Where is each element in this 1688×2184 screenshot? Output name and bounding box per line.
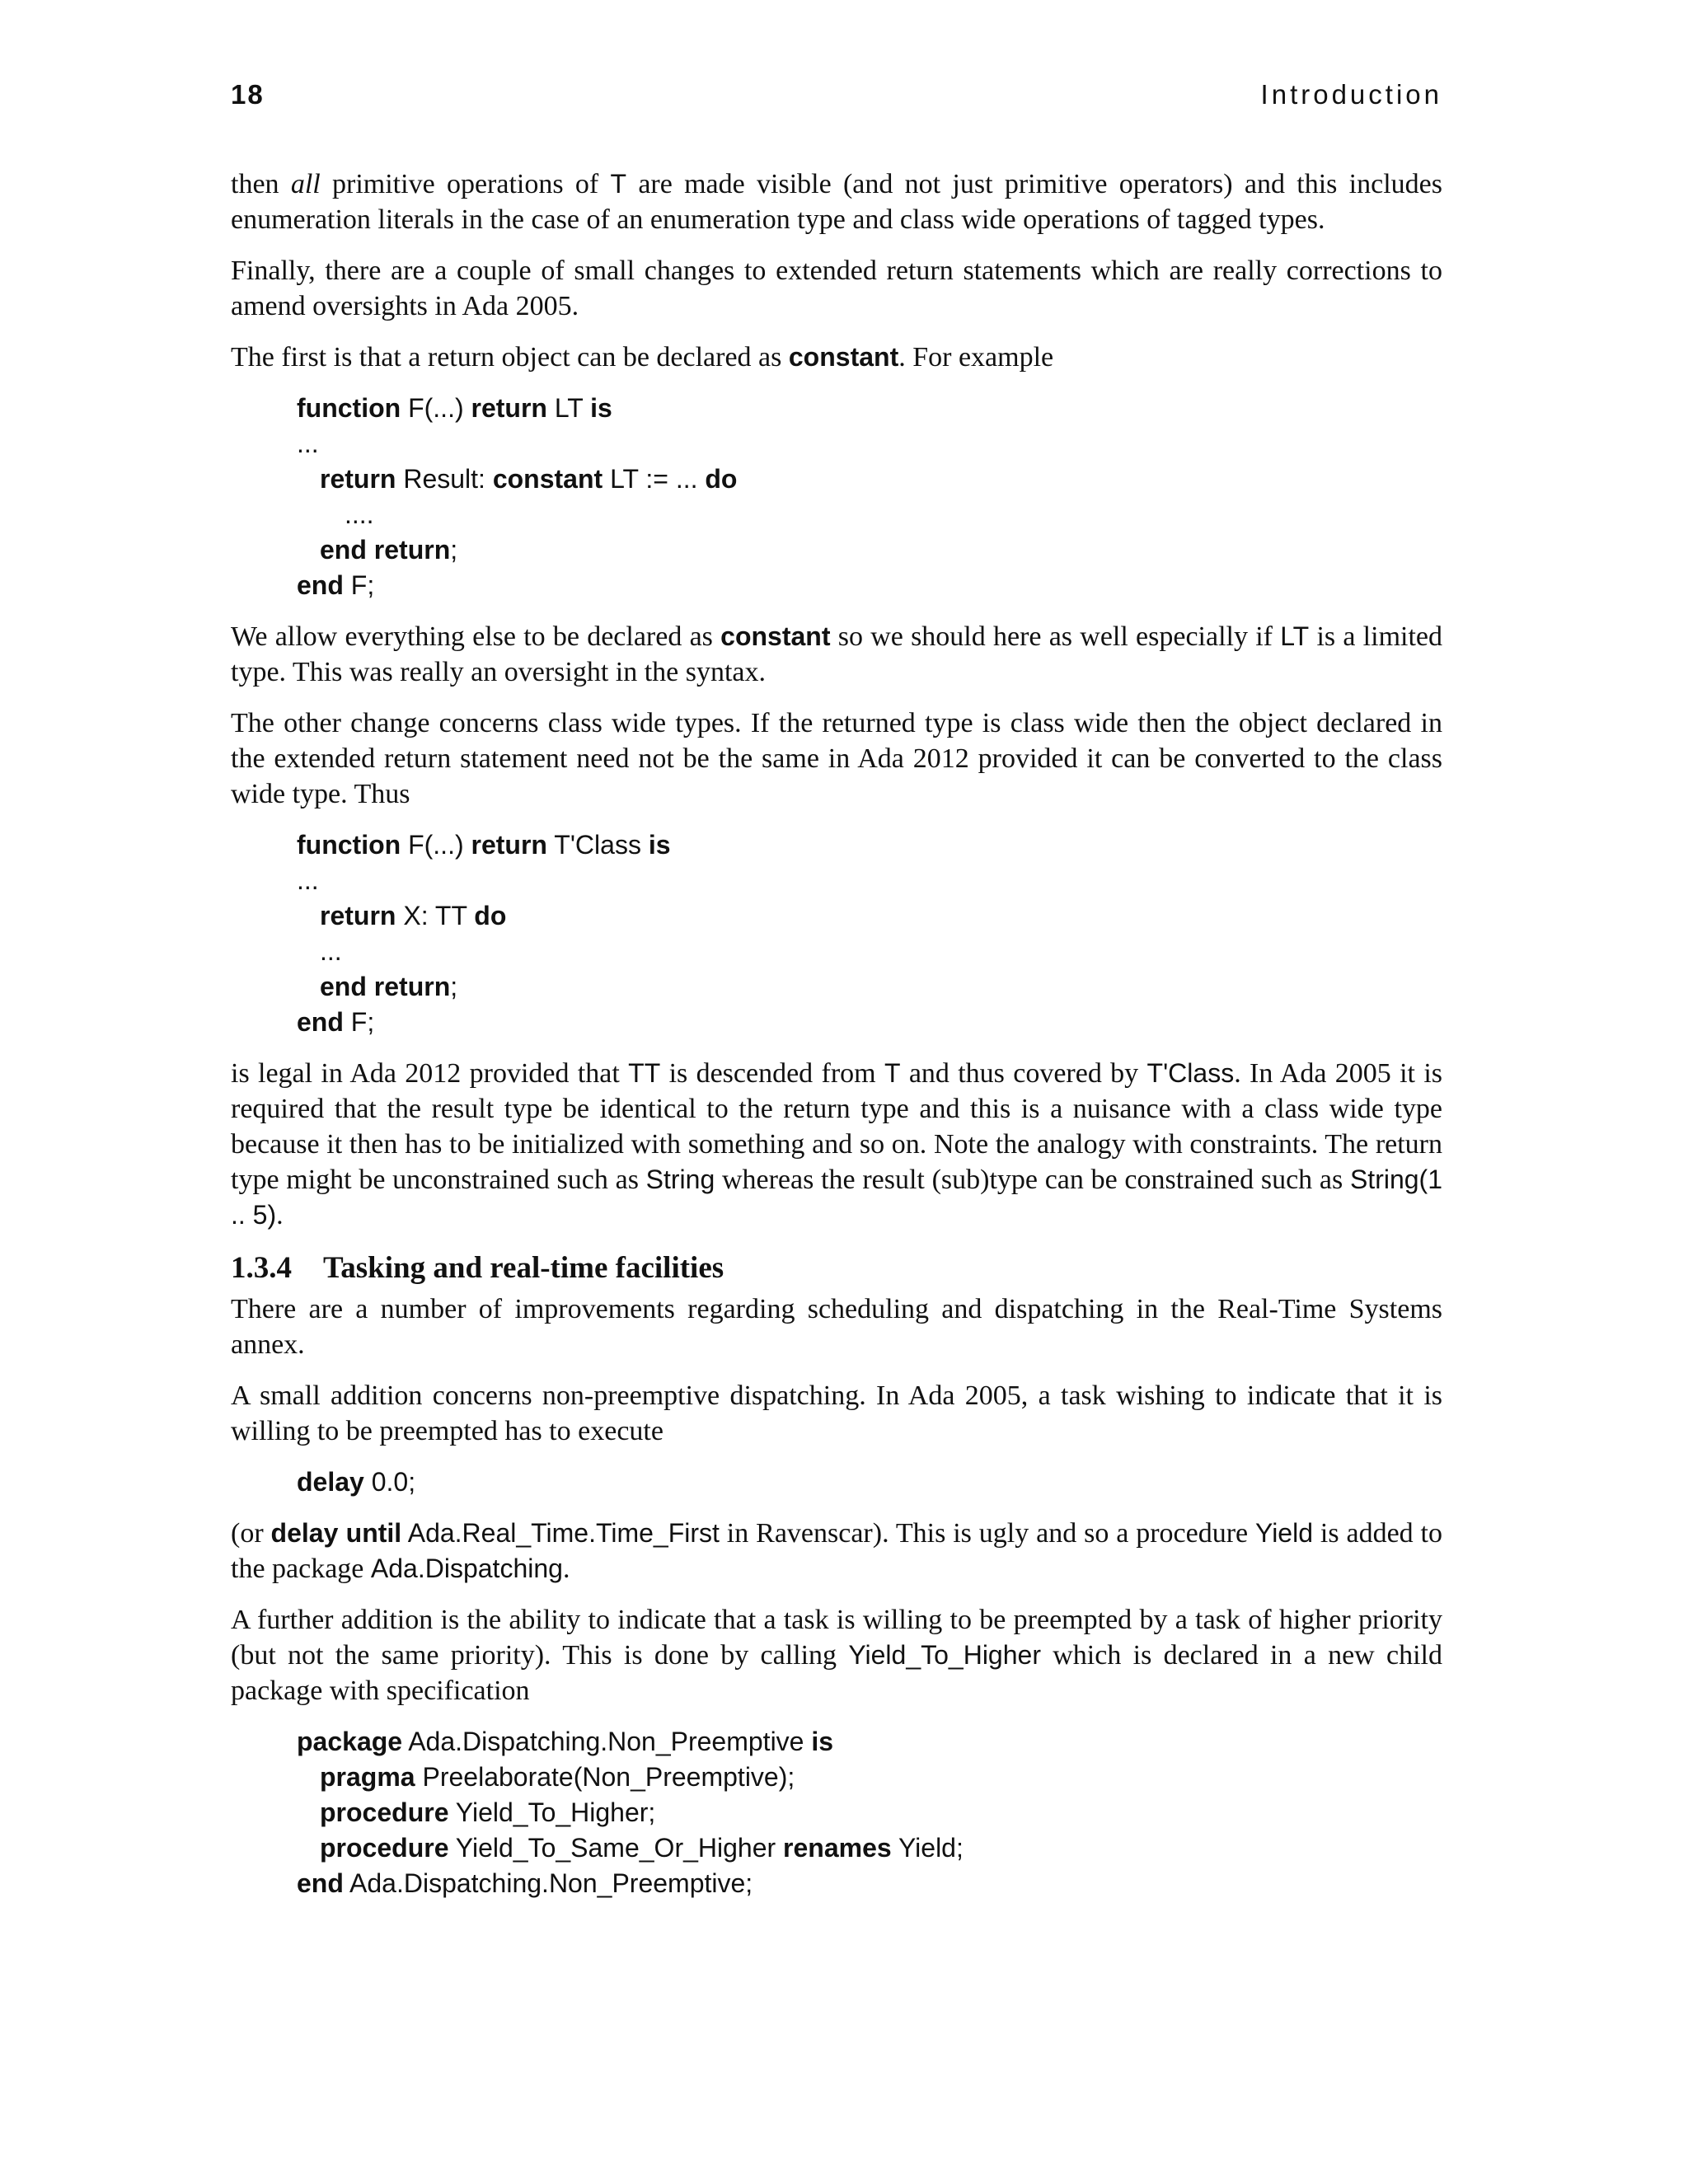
text-run: is added to the package [231,1518,1442,1584]
running-header [231,79,1442,120]
code-line [297,1005,1442,1040]
code-example-delay [297,1465,1442,1500]
code-text: Preelaborate(Non_Preemptive); [415,1762,795,1792]
code-line [297,1465,1442,1500]
page-number: 18 [231,79,265,110]
code-line: .... [345,499,374,529]
paragraph-primitive-operations [231,166,1442,237]
code-keyword: procedure [320,1797,449,1827]
code-keyword: delay [297,1467,364,1497]
paragraph-allow-constant [231,619,1442,690]
text-run: are made visible (and not just primitive operators) and this includes enumeration literals in the case of an enumeration type and class wide operations of tagged types. [231,169,1442,235]
code-text: F; [343,1007,375,1037]
code-line [297,969,1442,1005]
text-run: We allow everything else to be declared as [231,621,721,652]
text-run: . [562,1554,570,1584]
code-text: Ada.Dispatching.Non_Preemptive [402,1727,812,1756]
inline-code: String [645,1165,715,1194]
text-run: and thus covered by [900,1058,1147,1089]
code-keyword: end [297,1007,344,1037]
code-keyword: return [320,901,396,930]
code-text: Yield_To_Same_Or_Higher [448,1833,784,1863]
text-run: . [276,1200,284,1230]
code-line [297,898,1442,934]
code-line [297,1866,1442,1901]
code-keyword: function [297,830,401,860]
code-line [297,1830,1442,1866]
code-keyword: return [320,464,396,494]
inline-code: Yield_To_Higher [848,1640,1041,1670]
code-keyword: end return [320,535,451,565]
paragraph-ravenscar-yield [231,1516,1442,1586]
inline-keyword: constant [788,342,899,372]
code-line: ... [320,936,342,966]
inline-code: T'Class [1146,1058,1235,1088]
code-keyword: do [705,464,738,494]
code-keyword: return [471,830,547,860]
section-heading [231,1249,1442,1288]
paragraph-non-preemptive: A small addition concerns non-preemptive dispatching. In Ada 2005, a task wishing to indicate that it is willing to be preempted has to execute [231,1380,1442,1446]
code-example-constant-return [297,391,1442,603]
code-line [297,568,1442,603]
code-keyword: end [297,570,344,600]
code-text: T'Class [546,830,649,860]
code-text: F; [343,570,375,600]
code-line [297,532,1442,568]
code-text: ; [450,535,458,565]
code-keyword: do [474,901,507,930]
text-run: which is declared in a new child package with specification [231,1640,1442,1706]
code-line [297,462,1442,497]
text-run: The first is that a return object can be declared as [231,342,789,373]
inline-code: Yield [1255,1518,1313,1548]
inline-code: Ada.Real_Time.Time_First [401,1518,720,1548]
code-example-non-preemptive-package [297,1724,1442,1901]
paragraph-yield-to-higher [231,1602,1442,1708]
paragraph-return-constant [231,340,1442,375]
code-line [297,1795,1442,1830]
code-text: X: TT [396,901,475,930]
code-keyword: is [648,830,671,860]
text-run: primitive operations of [320,169,611,199]
section-number: 1.3.4 [231,1251,292,1285]
section-title: Tasking and real-time facilities [323,1251,724,1285]
inline-code: TT [628,1058,661,1088]
text-run: . In Ada 2005 it is required that the result type be identical to the return type and this is a nuisance with a class wide type because it then has to be initialized with something and so on. Note the analogy with constraints. The return type might be unconstrained such as [231,1058,1443,1195]
code-keyword: renames [783,1833,892,1863]
text-run: whereas the result (sub)type can be constrained such as [715,1165,1350,1195]
code-text: Result: [396,464,493,494]
paragraph-scheduling-improvements: There are a number of improvements regarding scheduling and dispatching in the Real-Time Systems annex. [231,1294,1442,1360]
code-line [297,1760,1442,1795]
text-run: is descended from [660,1058,884,1089]
text-run: so we should here as well especially if [830,621,1281,652]
code-text: Yield; [891,1833,964,1863]
text-run: (or [231,1518,271,1549]
text-run: . For example [898,342,1054,373]
paragraph-extended-return-changes: Finally, there are a couple of small changes to extended return statements which are really corrections to amend oversights in Ada 2005. [231,255,1442,321]
code-line: ... [297,429,319,458]
code-text: Yield_To_Higher; [448,1797,656,1827]
code-keyword: is [811,1727,834,1756]
inline-keyword: constant [720,621,831,651]
code-keyword: package [297,1727,403,1756]
inline-code: T [610,169,627,199]
code-keyword: end [297,1868,344,1898]
code-keyword: end return [320,972,451,1001]
inline-code: LT [1280,621,1310,651]
inline-code: Ada.Dispatching [370,1554,563,1583]
code-text: ; [450,972,458,1001]
paragraph-class-wide-types: The other change concerns class wide types. If the returned type is class wide then the object declared in the extended return statement need not be the same in Ada 2012 provided it can be converted to the class wide type. Thus [231,708,1442,809]
emphasis-all: all [290,169,321,199]
code-text: LT := ... [603,464,706,494]
code-text: F(...) [401,393,471,423]
code-line [297,391,1442,426]
inline-code: String(1 .. 5) [231,1165,1442,1230]
code-keyword: constant [492,464,603,494]
text-run: is legal in Ada 2012 provided that [231,1058,629,1089]
code-keyword: return [471,393,547,423]
text-run: then [231,169,291,199]
code-example-class-wide-return [297,827,1442,1040]
code-line [297,1724,1442,1760]
text-run: is a limited type. This was really an oversight in the syntax. [231,621,1443,687]
code-keyword: pragma [320,1762,415,1792]
code-text: 0.0; [363,1467,416,1497]
code-line [297,827,1442,863]
text-run: in Ravenscar). This is ugly and so a procedure [719,1518,1256,1549]
code-text: Ada.Dispatching.Non_Preemptive; [343,1868,753,1898]
code-text: LT [546,393,591,423]
code-text: F(...) [401,830,471,860]
page-body [231,166,1442,1917]
text-run: A further addition is the ability to indicate that a task is willing to be preempted by a task of higher priority (but not the same priority). This is done by calling [231,1605,1442,1671]
code-keyword: procedure [320,1833,449,1863]
inline-keyword: delay until [270,1518,402,1548]
inline-code: T [884,1058,901,1088]
chapter-title: Introduction [1260,79,1442,110]
code-line: ... [297,865,319,895]
paragraph-legal-in-ada-2012 [231,1056,1442,1233]
code-keyword: function [297,393,401,423]
code-keyword: is [590,393,612,423]
